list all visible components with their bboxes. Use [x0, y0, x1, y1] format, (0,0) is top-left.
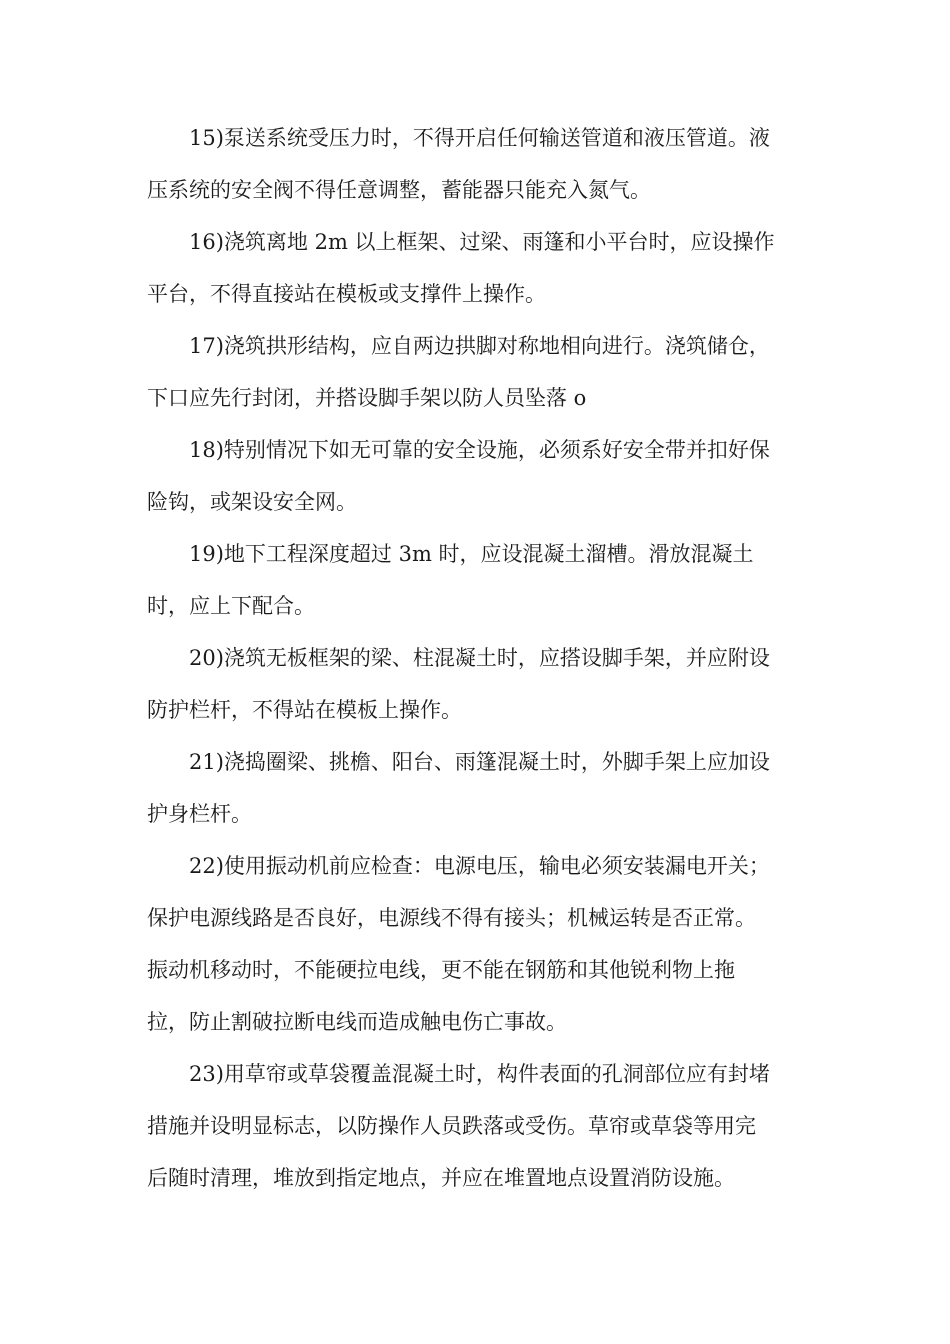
paragraph-line: 16)浇筑离地 2m 以上框架、过梁、雨篷和小平台时，应设操作 [189, 230, 775, 254]
paragraph-line: 措施并设明显标志，以防操作人员跌落或受伤。草帘或草袋等用完 [147, 1114, 756, 1138]
paragraph-line: 保护电源线路是否良好，电源线不得有接头；机械运转是否正常。 [147, 906, 756, 930]
paragraph-20 [147, 632, 807, 736]
paragraph-line: 压系统的安全阀不得任意调整，蓄能器只能充入氮气。 [147, 178, 651, 202]
paragraph-line: 23)用草帘或草袋覆盖混凝土时，构件表面的孔洞部位应有封堵 [189, 1062, 770, 1086]
paragraph-line: 21)浇捣圈梁、挑檐、阳台、雨篷混凝土时，外脚手架上应加设 [189, 750, 770, 774]
paragraph-line: 后随时清理，堆放到指定地点，并应在堆置地点设置消防设施。 [147, 1166, 735, 1190]
document-body [147, 112, 807, 1204]
paragraph-22 [147, 840, 807, 1048]
paragraph-line: 拉，防止割破拉断电线而造成触电伤亡事故。 [147, 1010, 567, 1034]
paragraph-17 [147, 320, 807, 424]
paragraph-line: 平台，不得直接站在模板或支撑件上操作。 [147, 282, 546, 306]
paragraph-15 [147, 112, 807, 216]
paragraph-19 [147, 528, 807, 632]
paragraph-line: 18)特别情况下如无可靠的安全设施，必须系好安全带并扣好保 [189, 438, 770, 462]
paragraph-line: 22)使用振动机前应检查：电源电压，输电必须安装漏电开关； [189, 854, 770, 878]
paragraph-21 [147, 736, 807, 840]
paragraph-line: 20)浇筑无板框架的梁、柱混凝土时，应搭设脚手架，并应附设 [189, 646, 770, 670]
paragraph-line: 15)泵送系统受压力时，不得开启任何输送管道和液压管道。液 [189, 126, 770, 150]
paragraph-18 [147, 424, 807, 528]
paragraph-23 [147, 1048, 807, 1204]
paragraph-line: 时，应上下配合。 [147, 594, 315, 618]
paragraph-16 [147, 216, 807, 320]
paragraph-line: 19)地下工程深度超过 3m 时，应设混凝土溜槽。滑放混凝土 [189, 542, 754, 566]
paragraph-line: 17)浇筑拱形结构，应自两边拱脚对称地相向进行。浇筑储仓， [189, 334, 770, 358]
paragraph-line: 振动机移动时，不能硬拉电线，更不能在钢筋和其他锐利物上拖 [147, 958, 735, 982]
paragraph-line: 险钩，或架设安全网。 [147, 490, 357, 514]
paragraph-line: 防护栏杆，不得站在模板上操作。 [147, 698, 462, 722]
paragraph-line: 下口应先行封闭，并搭设脚手架以防人员坠落 o [147, 386, 587, 410]
paragraph-line: 护身栏杆。 [147, 802, 252, 826]
